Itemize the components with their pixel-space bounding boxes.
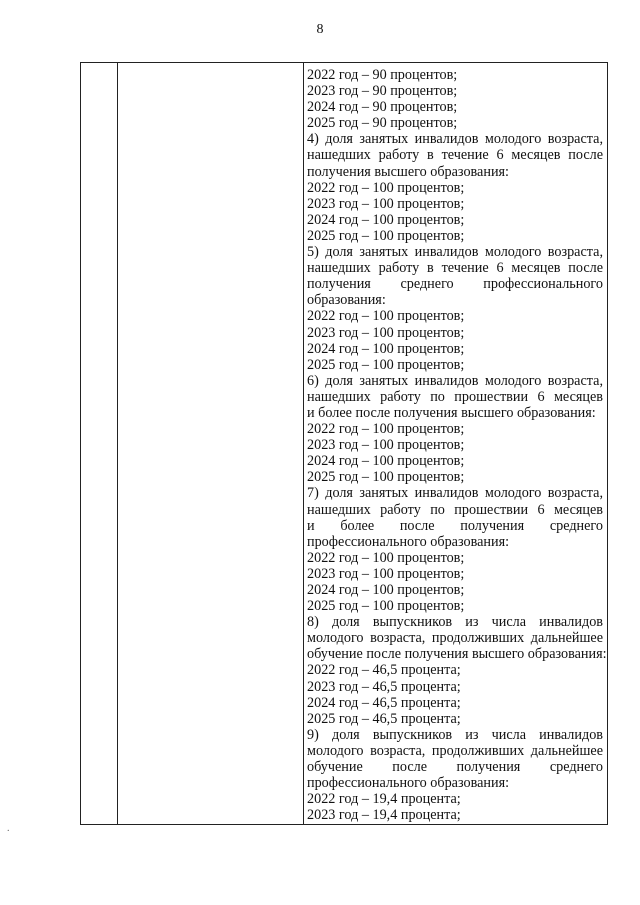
- text-line: и более после получения высшего образования:: [307, 404, 596, 421]
- text-line: 2022 год – 100 процентов;: [307, 421, 465, 438]
- text-line: 2024 год – 100 процентов;: [307, 453, 465, 470]
- text-line: 2023 год – 100 процентов;: [307, 437, 465, 454]
- indicator-text-cell: [304, 67, 607, 823]
- text-line: 2025 год – 100 процентов;: [307, 469, 465, 486]
- text-line: профессионального образования:: [307, 533, 510, 550]
- text-line: нашедших работу в течение 6 месяцев после: [307, 260, 603, 277]
- page-number: 8: [316, 22, 324, 37]
- text-line: профессионального образования:: [307, 775, 510, 792]
- text-line: получения высшего образования:: [307, 163, 509, 180]
- text-line: нашедших работу в течение 6 месяцев после: [307, 147, 603, 164]
- text-line: 9) доля выпускников из числа инвалидов: [307, 726, 603, 743]
- text-line: 2024 год – 100 процентов;: [307, 340, 465, 357]
- margin-mark: .: [7, 823, 10, 834]
- text-line: получения среднего профессионального: [307, 276, 603, 293]
- text-line: 2022 год – 90 процентов;: [307, 67, 458, 83]
- text-line: молодого возраста, продолживших дальнейшее: [307, 630, 603, 647]
- column-divider-1: [117, 63, 118, 824]
- text-line: 2024 год – 100 процентов;: [307, 582, 465, 598]
- text-line: 2023 год – 100 процентов;: [307, 565, 465, 582]
- text-line: 2023 год – 19,4 процента;: [307, 807, 461, 824]
- text-line: 7) доля занятых инвалидов молодого возраста,: [307, 485, 603, 502]
- text-line: 8) доля выпускников из числа инвалидов: [307, 614, 603, 631]
- text-line: нашедших работу по прошествии 6 месяцев: [307, 388, 603, 405]
- text-line: 2024 год – 100 процентов;: [307, 211, 465, 228]
- text-line: 2024 год – 46,5 процента;: [307, 694, 461, 711]
- text-line: 2022 год – 100 процентов;: [307, 549, 465, 566]
- text-line: 2022 год – 100 процентов;: [307, 308, 465, 325]
- text-line: 6) доля занятых инвалидов молодого возраста,: [307, 372, 603, 389]
- text-line: 5) доля занятых инвалидов молодого возраста,: [307, 244, 603, 261]
- text-line: 2025 год – 100 процентов;: [307, 598, 465, 615]
- text-line: 2023 год – 90 процентов;: [307, 83, 458, 100]
- text-line: 2023 год – 46,5 процента;: [307, 678, 461, 695]
- text-line: 2023 год – 100 процентов;: [307, 324, 465, 341]
- text-line: 2023 год – 100 процентов;: [307, 195, 465, 212]
- text-line: 2024 год – 90 процентов;: [307, 99, 458, 116]
- text-line: 2025 год – 100 процентов;: [307, 356, 465, 373]
- text-line: и более после получения среднего: [307, 517, 603, 534]
- text-line: молодого возраста, продолживших дальнейшее: [307, 742, 603, 759]
- text-line: 2025 год – 90 процентов;: [307, 115, 458, 132]
- text-line: 2025 год – 100 процентов;: [307, 227, 465, 244]
- text-line: 2025 год – 46,5 процента;: [307, 710, 461, 727]
- text-line: образования:: [307, 292, 386, 309]
- text-line: 4) доля занятых инвалидов молодого возраста,: [307, 131, 603, 148]
- text-line: 2022 год – 19,4 процента;: [307, 791, 461, 808]
- text-line: 2022 год – 100 процентов;: [307, 179, 465, 196]
- document-table: [80, 62, 608, 825]
- text-line: обучение после получения высшего образования:: [307, 646, 607, 663]
- text-line: 2022 год – 46,5 процента;: [307, 662, 461, 679]
- text-line: обучение после получения среднего: [307, 759, 603, 776]
- text-line: нашедших работу по прошествии 6 месяцев: [307, 501, 603, 518]
